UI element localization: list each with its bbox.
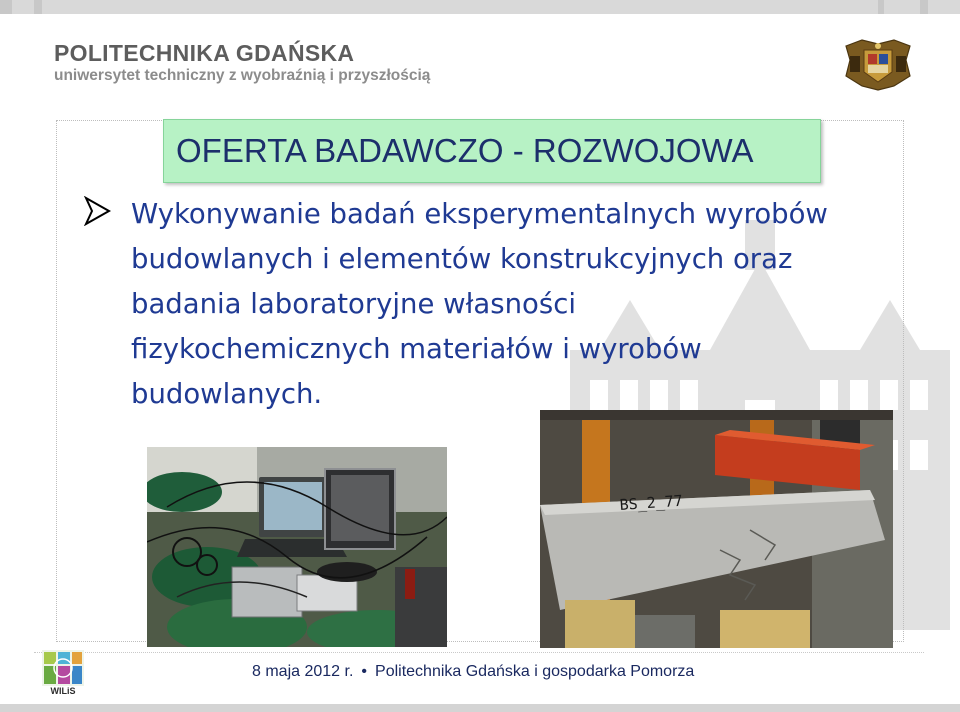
top-decoration-bar [0,0,960,14]
university-name: POLITECHNIKA GDAŃSKA [54,40,355,66]
slide-title: OFERTA BADAWCZO - ROZWOJOWA [176,132,754,169]
university-crest-icon [842,36,914,92]
footer-event: Politechnika Gdańska i gospodarka Pomorza [375,663,695,680]
arrow-bullet-icon [82,196,112,226]
beam-label: BS_2_77 [619,491,684,514]
university-tagline: uniwersytet techniczny z wyobraźnią i przyszłością [54,67,431,84]
bottom-decoration-bar [0,704,960,712]
beam-test-photo [540,410,893,648]
wilis-logo-label: WILiS [50,686,76,696]
lab-equipment-photo [147,447,447,647]
slide-title-box [163,119,821,183]
footer-text [252,663,694,681]
bullet-point-text: Wykonywanie badań eksperymentalnych wyrobów budowlanych i elementów konstrukcyjnych oraz badania laboratoryjne własności fizykochemicznych materiałów i wyrobów budowlanych. [131,198,828,410]
footer-separator: • [361,663,368,680]
footer-divider [34,652,924,654]
footer-date: 8 maja 2012 r. [252,663,354,680]
